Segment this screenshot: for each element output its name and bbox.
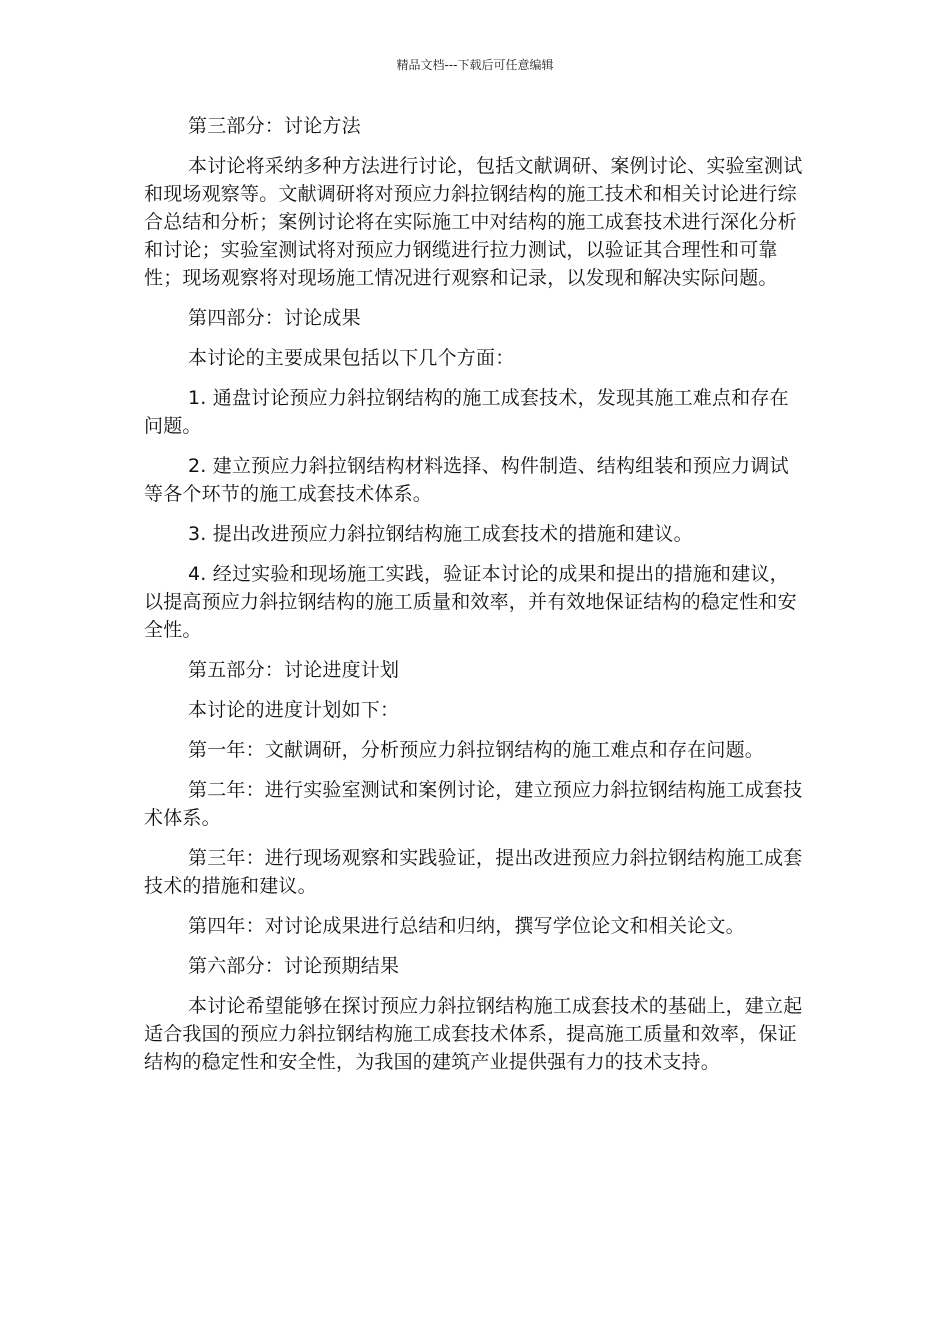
schedule-year-2: 第二年：进行实验室测试和案例讨论，建立预应力斜拉钢结构施工成套技术体系。 <box>144 779 803 829</box>
list-item-result-3: 3. 提出改进预应力斜拉钢结构施工成套技术的措施和建议。 <box>188 523 693 545</box>
paragraph-methods: 本讨论将采纳多种方法进行讨论，包括文献调研、案例讨论、实验室测试和现场观察等。文献调研将对预应力斜拉钢结构的施工技术和相关讨论进行综合总结和分析；案例讨论将在实际施工中对结构的施工成套技术进行深化分析和讨论；实验室测试将对预应力钢缆进行拉力测试，以验证其合理性和可靠性；现场观察将对现场施工情况进行观察和记录，以发现和解决实际问题。 <box>144 155 803 289</box>
list-item-result-1: 1. 通盘讨论预应力斜拉钢结构的施工成套技术，发现其施工难点和存在问题。 <box>144 387 789 437</box>
section-heading-expected: 第六部分：讨论预期结果 <box>188 955 400 977</box>
paragraph-schedule-intro: 本讨论的进度计划如下： <box>188 699 400 721</box>
list-item-result-2: 2. 建立预应力斜拉钢结构材料选择、构件制造、结构组装和预应力调试等各个环节的施工成套技术体系。 <box>144 455 789 505</box>
page-header: 精品文档---下载后可任意编辑 <box>396 58 554 72</box>
section-heading-methods: 第三部分：讨论方法 <box>188 115 361 137</box>
section-heading-schedule: 第五部分：讨论进度计划 <box>188 659 400 681</box>
paragraph-expected: 本讨论希望能够在探讨预应力斜拉钢结构施工成套技术的基础上，建立起适合我国的预应力斜拉钢结构施工成套技术体系，提高施工质量和效率，保证结构的稳定性和安全性，为我国的建筑产业提供强有力的技术支持。 <box>144 995 803 1073</box>
paragraph-results-intro: 本讨论的主要成果包括以下几个方面： <box>188 347 515 369</box>
section-heading-results: 第四部分：讨论成果 <box>188 307 361 329</box>
schedule-year-1: 第一年：文献调研，分析预应力斜拉钢结构的施工难点和存在问题。 <box>188 739 765 761</box>
list-item-result-4: 4. 经过实验和现场施工实践，验证本讨论的成果和提出的措施和建议，以提高预应力斜拉钢结构的施工质量和效率，并有效地保证结构的稳定性和安全性。 <box>144 563 797 641</box>
schedule-year-3: 第三年：进行现场观察和实践验证，提出改进预应力斜拉钢结构施工成套技术的措施和建议。 <box>144 847 803 897</box>
schedule-year-4: 第四年：对讨论成果进行总结和归纳，撰写学位论文和相关论文。 <box>188 915 745 937</box>
document-body <box>144 112 804 1088</box>
